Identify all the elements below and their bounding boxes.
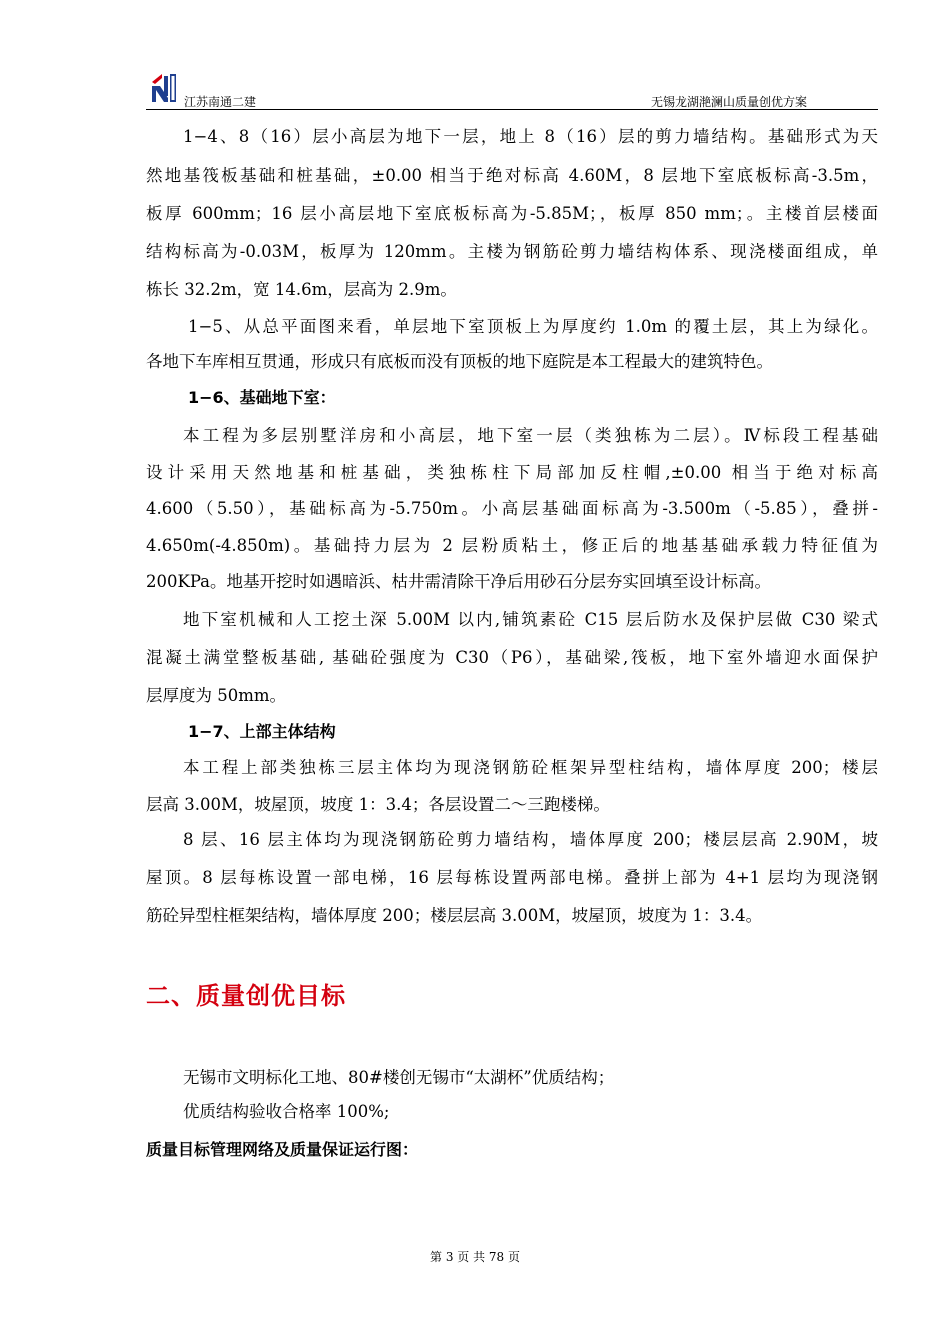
- company-logo: [150, 72, 180, 104]
- paragraph-line: 本工程为多层别墅洋房和小高层，地下室一层（类独栋为二层）。Ⅳ标段工程基础: [183, 426, 878, 445]
- paragraph-line: 筋砼异型柱框架结构，墙体厚度 200；楼层层高 3.00M，坡屋顶，坡度为 1：3.4。: [146, 906, 763, 925]
- header-company: 江苏南通二建: [184, 95, 257, 109]
- header-title: 无锡龙湖滟澜山质量创优方案: [650, 95, 807, 109]
- section-title: 二、质量创优目标: [146, 982, 346, 1010]
- paragraph-line: 4.600（5.50），基础标高为-5.750m。小高层基础面标高为-3.500m（-5.85），叠拼-: [146, 499, 878, 518]
- paragraph-line: 屋顶。8 层每栋设置一部电梯，16 层每栋设置两部电梯。叠拼上部为 4+1 层均为现浇钢: [146, 868, 878, 887]
- paragraph-line: 然地基筏板基础和桩基础，±0.00 相当于绝对标高 4.60M，8 层地下室底板标高-3.5m，: [146, 166, 878, 185]
- paragraph-line: 8 层、16 层主体均为现浇钢筋砼剪力墙结构，墙体厚度 200；楼层层高 2.90M，坡: [183, 830, 878, 849]
- section-heading: 1−6、基础地下室：: [188, 388, 336, 407]
- header-divider: [146, 109, 878, 110]
- network-label: 质量目标管理网络及质量保证运行图：: [146, 1140, 419, 1159]
- paragraph-line: 各地下车库相互贯通，形成只有底板而没有顶板的地下庭院是本工程最大的建筑特色。: [146, 352, 773, 371]
- paragraph-line: 结构标高为-0.03M，板厚为 120mm。主楼为钢筋砼剪力墙结构体系、现浇楼面组成，单: [146, 242, 878, 261]
- paragraph-line: 栋长 32.2m，宽 14.6m，层高为 2.9m。: [146, 280, 457, 299]
- goal-line: 无锡市文明标化工地、80#楼创无锡市“太湖杯”优质结构；: [183, 1068, 615, 1087]
- paragraph-line: 混凝土满堂整板基础, 基础砼强度为 C30（P6），基础梁,筏板，地下室外墙迎水面保护: [146, 648, 878, 667]
- paragraph-line: 4.650m(-4.850m)。基础持力层为 2 层粉质粘土，修正后的地基基础承载力特征值为: [146, 536, 878, 555]
- paragraph-line: 层高 3.00M，坡屋顶，坡度 1：3.4；各层设置二～三跑楼梯。: [146, 795, 610, 814]
- paragraph-line: 1−4、8（16）层小高层为地下一层，地上 8（16）层的剪力墙结构。基础形式为天: [183, 127, 878, 146]
- section-heading: 1−7、上部主体结构: [188, 722, 336, 741]
- paragraph-line: 本工程上部类独栋三层主体均为现浇钢筋砼框架异型柱结构，墙体厚度 200；楼层: [183, 758, 878, 777]
- paragraph-line: 板厚 600mm；16 层小高层地下室底板标高为-5.85M；，板厚 850 mm；。主楼首层楼面: [146, 204, 878, 223]
- paragraph-line: 1−5、从总平面图来看，单层地下室顶板上为厚度约 1.0m 的覆土层，其上为绿化。: [188, 317, 878, 336]
- paragraph-line: 地下室机械和人工挖土深 5.00M 以内,铺筑素砼 C15 层后防水及保护层做 C30 梁式: [183, 610, 878, 629]
- page-number: 第 3 页 共 78 页: [430, 1250, 520, 1264]
- paragraph-line: 200KPa。地基开挖时如遇暗浜、枯井需清除干净后用砂石分层夯实回填至设计标高。: [146, 572, 772, 591]
- paragraph-line: 层厚度为 50mm。: [146, 686, 287, 705]
- goal-line: 优质结构验收合格率 100%;: [183, 1102, 390, 1121]
- paragraph-line: 设计采用天然地基和桩基础，类独栋柱下局部加反柱帽,±0.00 相当于绝对标高: [146, 463, 878, 482]
